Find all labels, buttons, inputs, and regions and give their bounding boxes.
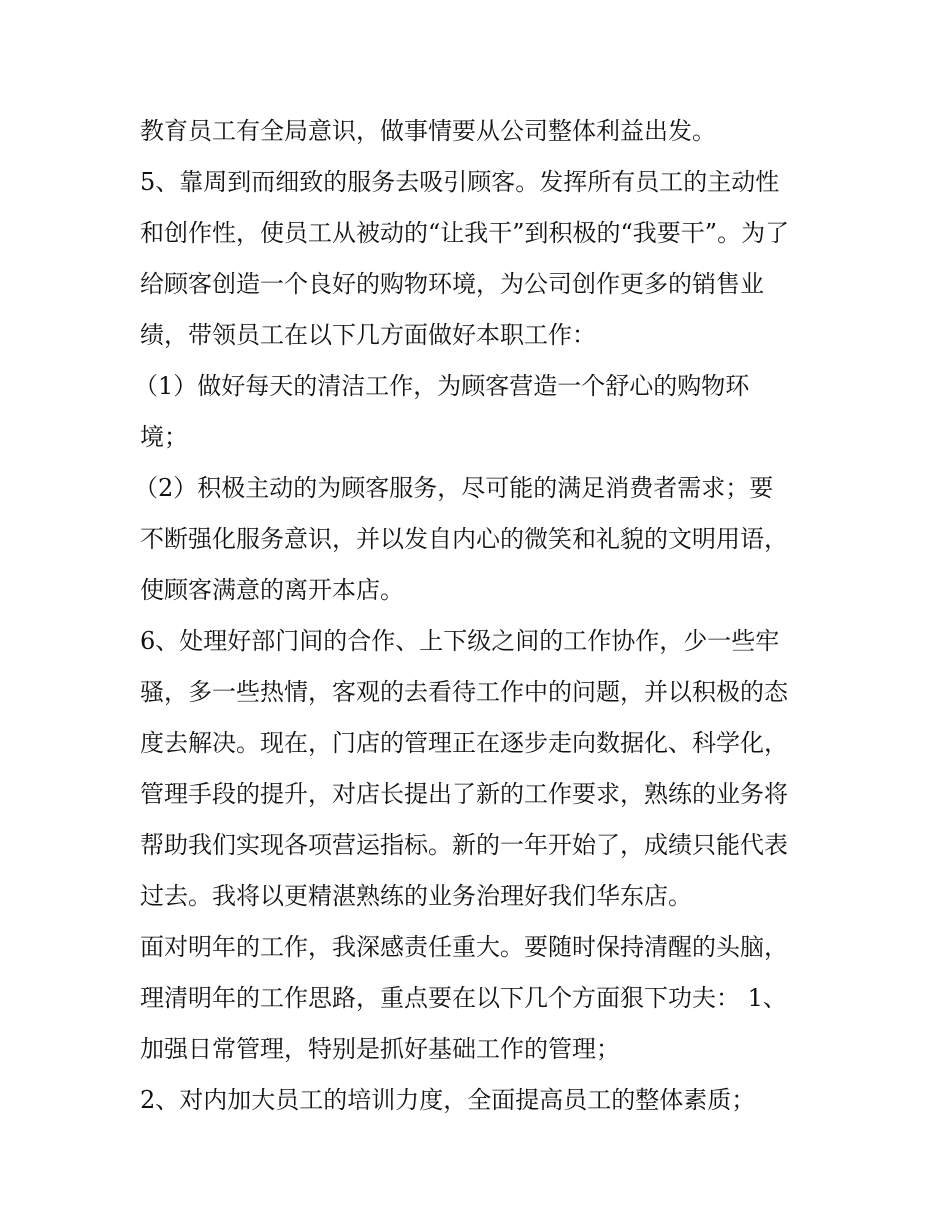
document-body: [134, 106, 820, 1126]
text-line: 度去解决。现在，门店的管理正在逐步走向数据化、科学化，: [140, 729, 788, 757]
text-line: 5、靠周到而细致的服务去吸引顾客。发挥所有员工的主动性: [140, 168, 780, 196]
text-line: 使顾客满意的离开本店。: [140, 576, 404, 604]
text-line: 管理手段的提升，对店长提出了新的工作要求，熟练的业务将: [140, 780, 788, 808]
text-line: 过去。我将以更精湛熟练的业务治理好我们华东店。: [140, 882, 692, 910]
text-line: 境；: [140, 423, 188, 451]
text-line: 绩，带领员工在以下几方面做好本职工作：: [140, 321, 596, 349]
text-line: 2、对内加大员工的培训力度，全面提高员工的整体素质；: [140, 1086, 756, 1114]
text-line: 教育员工有全局意识，做事情要从公司整体利益出发。: [140, 117, 716, 145]
text-line: 给顾客创造一个良好的购物环境，为公司创作更多的销售业: [140, 270, 764, 298]
text-line: 骚，多一些热情，客观的去看待工作中的问题，并以积极的态: [140, 678, 788, 706]
text-line: 加强日常管理，特别是抓好基础工作的管理；: [140, 1035, 620, 1063]
text-line: 面对明年的工作，我深感责任重大。要随时保持清醒的头脑，: [140, 933, 788, 961]
text-line: 6、处理好部门间的合作、上下级之间的工作协作，少一些牢: [140, 627, 780, 655]
text-line: 不断强化服务意识，并以发自内心的微笑和礼貌的文明用语，: [140, 525, 788, 553]
text-line: （2）积极主动的为顾客服务，尽可能的满足消费者需求；要: [134, 474, 774, 502]
text-line: 理清明年的工作思路，重点要在以下几个方面狠下功夫： 1、: [140, 984, 787, 1012]
text-line: （1）做好每天的清洁工作，为顾客营造一个舒心的购物环: [134, 372, 750, 400]
text-line: 和创作性，使员工从被动的“让我干”到积极的“我要干”。为了: [140, 219, 790, 247]
text-line: 帮助我们实现各项营运指标。新的一年开始了，成绩只能代表: [140, 831, 788, 859]
